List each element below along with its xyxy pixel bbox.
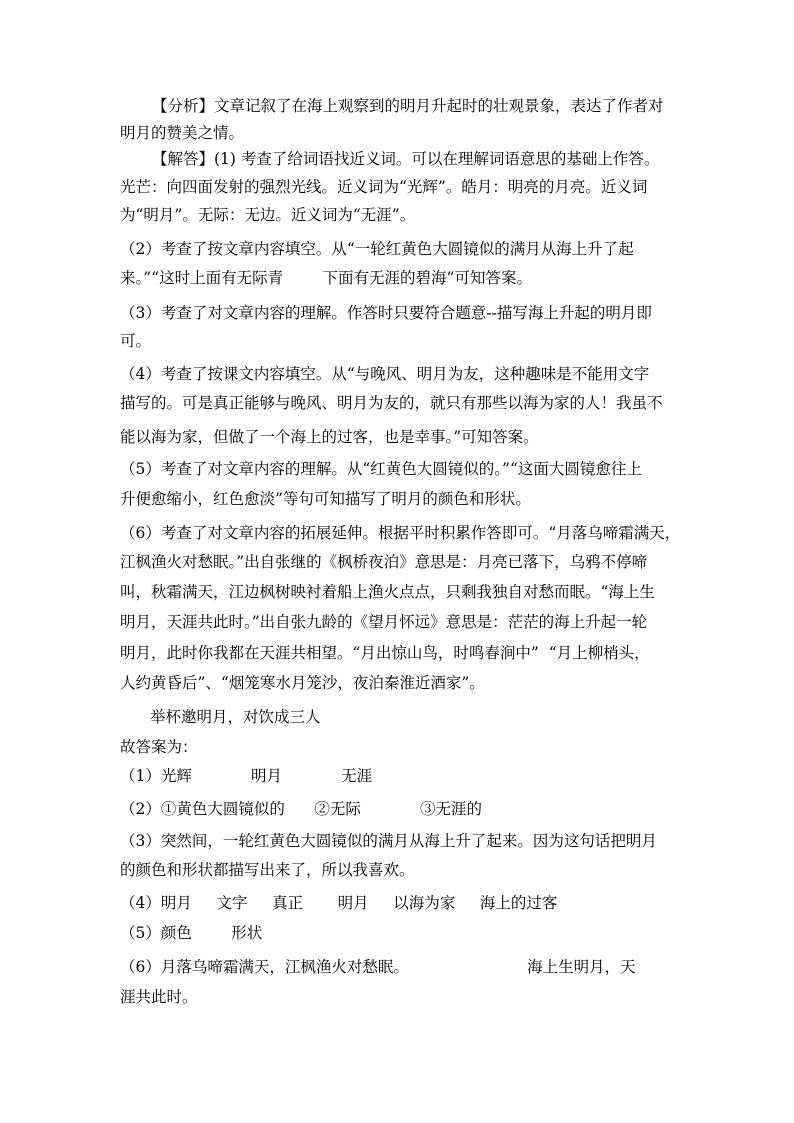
explanation-line-13: （6）考查了对文章内容的拓展延伸。根据平时积累作答即可。“月落乌啼霜满天， (120, 524, 681, 542)
answer-line-3: （3）突然间，一轮红黄色大圆镜似的满月从海上升了起来。因为这句话把明月 (120, 832, 657, 850)
explanation-line-6: （3）考查了对文章内容的理解。作答时只要符合题意--描写海上升起的明月即 (120, 304, 652, 322)
answer-line-1: （1）光辉 明月 无涯 (120, 767, 373, 785)
explanation-line-19: 举杯邀明月，对饮成三人 (150, 708, 321, 726)
explanation-line-15: 叫，秋霜满天，江边枫树映衬着船上渔火点点，只剩我独自对愁而眠。“海上生 (120, 583, 655, 601)
explanation-line-11: （5）考查了对文章内容的理解。从“红黄色大圆镜似的。”“这面大圆镜愈往上 (120, 460, 642, 478)
explanation-line-10: 能以海为家，但做了一个海上的过客，也是幸事。”可知答案。 (120, 428, 539, 446)
explanation-line-16: 明月，天涯共此时。”出自张九龄的《望月怀远》意思是：茫茫的海上升起一轮 (120, 613, 648, 631)
explanation-line-9: 描写的。可是真正能够与晚风、明月为友的，就只有那些以海为家的人！我虽不 (120, 394, 663, 412)
explanation-line-8: （4）考查了按课文内容填空。从“与晚风、明月为友，这种趣味是不能用文字 (120, 365, 650, 383)
explanation-line-1: 【解答】(1) 考查了给词语找近义词。可以在理解词语意思的基础上作答。 (152, 150, 660, 168)
explanation-line-14: 江枫渔火对愁眠。”出自张继的《枫桥夜泊》意思是：月亮已落下，乌鸦不停啼 (120, 553, 648, 571)
answer-line-5: （4）明月 文字 真正 明月 以海为家 海上的过客 (120, 894, 558, 912)
answer-line-8: 涯共此时。 (120, 988, 198, 1006)
explanation-line-5: 来。”“这时上面有无际青 下面有无涯的碧海”可知答案。 (120, 269, 532, 287)
analysis-line-1: 【分析】文章记叙了在海上观察到的明月升起时的壮观景象，表达了作者对 (152, 97, 664, 115)
explanation-line-4: （2）考查了按文章内容填空。从“一轮红黄色大圆镜似的满月从海上升了起 (120, 240, 634, 258)
answer-line-2: （2）①黄色大圆镜似的 ②无际 ③无涯的 (120, 800, 483, 818)
answer-line-6: （5）颜色 形状 (120, 924, 263, 942)
explanation-line-7: 可。 (120, 332, 152, 350)
answer-intro: 故答案为： (120, 738, 198, 756)
explanation-line-18: 人约黄昏后”、“烟笼寒水月笼沙，夜泊秦淮近酒家”。 (120, 674, 485, 692)
analysis-line-2: 明月的赞美之情。 (120, 124, 245, 142)
explanation-line-2: 光芒：向四面发射的强烈光线。近义词为“光辉”。皓月：明亮的月亮。近义词 (120, 178, 648, 196)
explanation-line-12: 升便愈缩小，红色愈淡”等句可知描写了明月的颜色和形状。 (120, 490, 531, 508)
answer-line-7: （6）月落乌啼霜满天，江枫渔火对愁眠。 海上生明月，天 (120, 958, 636, 976)
explanation-line-3: 为“明月”。无际：无边。近义词为“无涯”。 (120, 206, 416, 224)
answer-line-4: 的颜色和形状都描写出来了，所以我喜欢。 (120, 861, 415, 879)
explanation-line-17: 明月，此时你我都在天涯共相望。“月出惊山鸟，时鸣春涧中” “月上柳梢头， (120, 644, 650, 662)
